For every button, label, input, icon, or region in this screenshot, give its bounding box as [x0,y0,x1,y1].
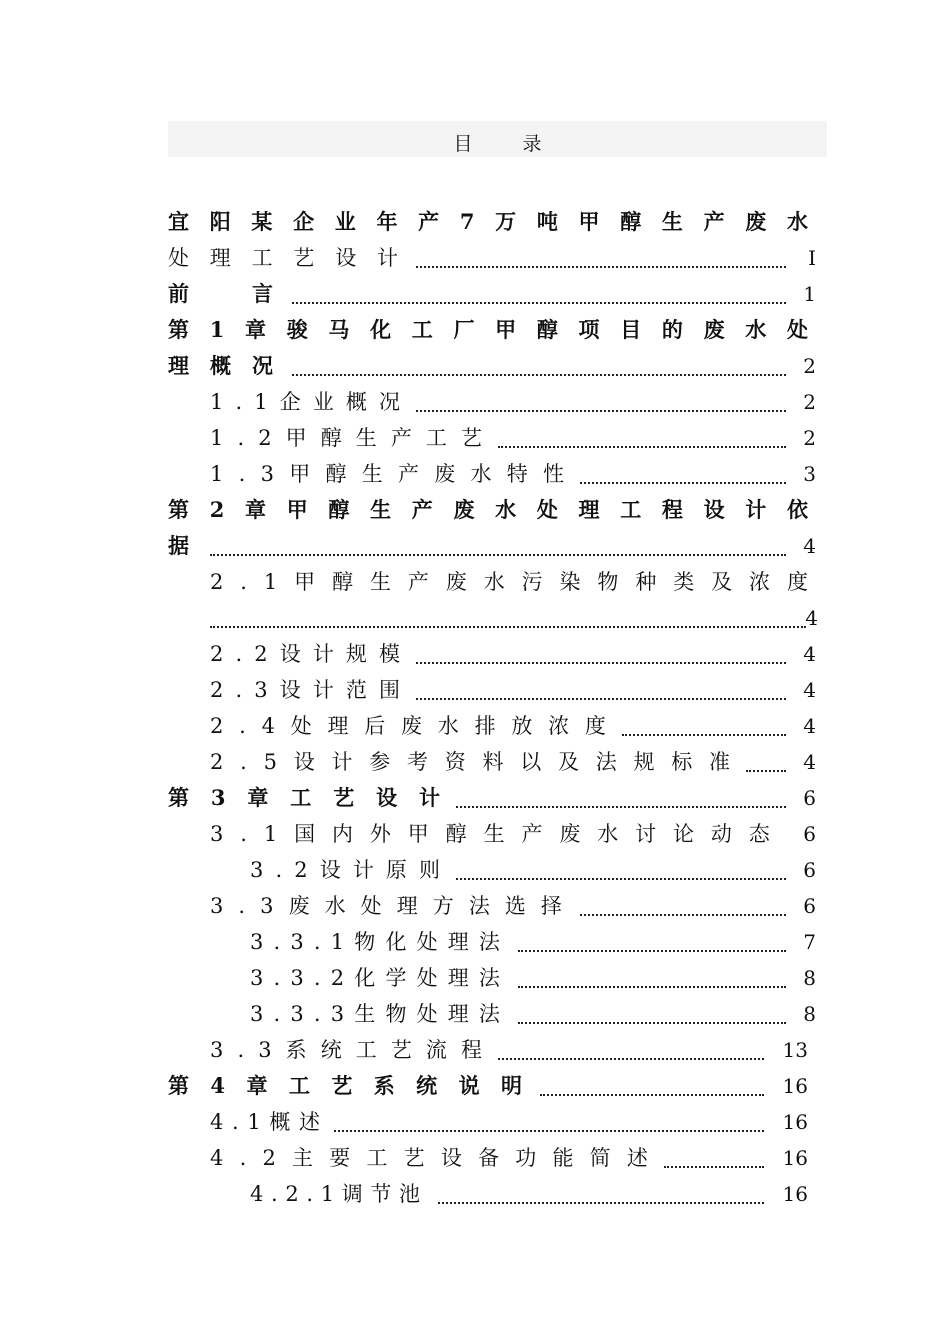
dot-leader [518,984,786,988]
dot-leader [664,1164,764,1168]
toc-page-number: 4 [805,606,818,630]
toc-entry-text: 2 . 4 处 理 后 废 水 排 放 浓 度 [210,714,606,738]
dot-leader [334,1128,764,1132]
toc-entry-text: 1 . 2 甲 醇 生 产 工 艺 [210,426,482,450]
toc-entry-text: 2 . 2 设 计 规 模 [210,642,400,666]
toc-page-number: 16 [782,1182,808,1206]
toc-page-number: 6 [803,786,816,810]
toc-page-number: 2 [803,390,816,414]
dot-leader [416,408,786,412]
toc-entry-text: 3 . 2 设 计 原 则 [250,858,440,882]
toc-page-number: 4 [803,642,816,666]
dot-leader [210,624,806,628]
dot-leader [210,552,786,556]
toc-page-number: 4 [803,534,816,558]
toc-entry-text: 前 言 [168,281,273,306]
toc-page-number: 16 [782,1146,808,1170]
toc-entry-text: 1 . 3 甲 醇 生 产 废 水 特 性 [210,462,564,486]
dot-leader [498,444,786,448]
toc-page-number: 16 [782,1074,808,1098]
toc-entry-text: 3 . 3 . 3 生 物 处 理 法 [250,1002,500,1026]
toc-entry-text: 第 1 章 骏 马 化 工 厂 甲 醇 项 目 的 废 水 处 [168,317,808,342]
toc-page-number: I [808,246,816,270]
toc-page-number: 6 [803,894,816,918]
toc-entry-text: 2 . 5 设 计 参 考 资 料 以 及 法 规 标 准 [210,750,730,774]
toc-entry-text: 1 . 1 企 业 概 况 [210,390,400,414]
dot-leader [456,876,786,880]
dot-leader [456,804,786,808]
dot-leader [540,1092,764,1096]
toc-page-number: 4 [803,678,816,702]
toc-title: 目 录 [453,133,564,155]
toc-page-number: 8 [803,966,816,990]
toc-entry-text: 3 . 3 废 水 处 理 方 法 选 择 [210,894,562,918]
toc-entry-text: 2 . 3 设 计 范 围 [210,678,400,702]
toc-entry-text: 理 概 况 [168,353,273,378]
toc-page-number: 16 [782,1110,808,1134]
dot-leader [416,264,786,268]
toc-page-number: 8 [803,1002,816,1026]
toc-entry-text: 据 [168,533,189,558]
toc-entry-text: 4 . 2 主 要 工 艺 设 备 功 能 简 述 [210,1146,648,1170]
toc-title-bar [168,121,827,157]
toc-entry-text: 3 . 1 国 内 外 甲 醇 生 产 废 水 讨 论 动 态 [210,822,770,846]
toc-entry-text: 3 . 3 系 统 工 艺 流 程 [210,1038,482,1062]
toc-entry-text: 4 . 1 概 述 [210,1110,320,1134]
toc-page-number: 2 [803,426,816,450]
toc-page-number: 3 [803,462,816,486]
toc-page-number: 7 [803,930,816,954]
dot-leader [416,660,786,664]
dot-leader [416,696,786,700]
toc-page-number: 6 [803,822,816,846]
dot-leader [580,912,786,916]
dot-leader [622,732,786,736]
toc-page-number: 2 [803,354,816,378]
toc-page-number: 4 [803,714,816,738]
toc-entry-text: 第 4 章 工 艺 系 统 说 明 [168,1073,522,1098]
toc-entry-text: 3 . 3 . 1 物 化 处 理 法 [250,930,500,954]
dot-leader [518,1020,786,1024]
dot-leader [292,372,786,376]
toc-page-number: 1 [803,282,816,306]
toc-entry-text: 第 3 章 工 艺 设 计 [168,785,440,810]
toc-entry-text: 处 理 工 艺 设 计 [168,246,398,270]
toc-page-number: 13 [782,1038,808,1062]
toc-page-number: 6 [803,858,816,882]
dot-leader [292,300,786,304]
toc-entry-text: 3 . 3 . 2 化 学 处 理 法 [250,966,500,990]
dot-leader [438,1200,764,1204]
toc-entry-text: 2 . 1 甲 醇 生 产 废 水 污 染 物 种 类 及 浓 度 [210,570,808,594]
toc-entry-text: 4 . 2 . 1 调 节 池 [250,1182,420,1206]
dot-leader [498,1056,764,1060]
dot-leader [518,948,786,952]
toc-page-number: 4 [803,750,816,774]
dot-leader [580,480,786,484]
toc-entry-text: 第 2 章 甲 醇 生 产 废 水 处 理 工 程 设 计 依 [168,497,808,522]
toc-entry-text: 宜 阳 某 企 业 年 产 7 万 吨 甲 醇 生 产 废 水 [168,209,808,234]
